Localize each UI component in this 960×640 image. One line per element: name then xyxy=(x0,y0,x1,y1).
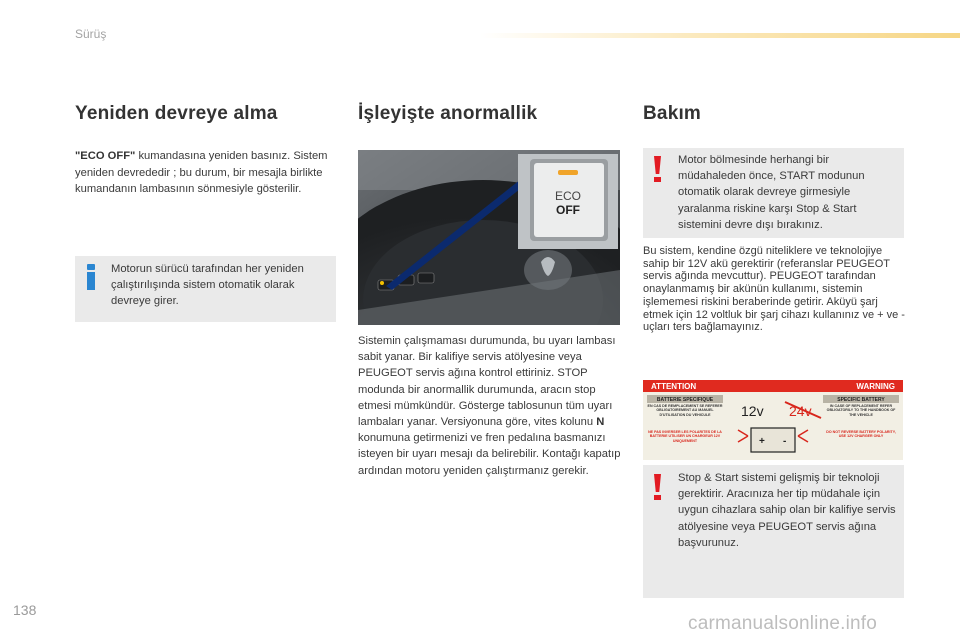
label-en-text: IN CASE OF REPLACEMENT REFER OBLIGATORILY TO THE HANDBOOK OF THE VEHICLE xyxy=(826,404,896,417)
info-icon xyxy=(86,264,96,290)
header-gradient-bar xyxy=(480,33,960,38)
eco-off-bold: "ECO OFF" xyxy=(75,150,136,162)
label-warning: WARNING xyxy=(856,382,895,391)
eco-button-line2: OFF xyxy=(556,203,580,217)
label-fr-title: BATTERIE SPECIFIQUE xyxy=(656,397,714,403)
dashboard-photo xyxy=(358,150,620,325)
heading-restart: Yeniden devreye alma xyxy=(75,103,278,124)
malfunction-text-1: Sistemin çalışmaması durumunda, bu uyarı lambası sabit yanar. Bir kalifiye servis atölyesine veya PEUGEOT servis ağına kontrol ettiriniz. STOP modunda bir anormallik durumunda, aracın stop etmesi mümkündür. Gösterge tablosunun tüm uyarı lambaları yanar. Versiyonuna göre, vites kolunu xyxy=(358,335,616,429)
label-24v: 24v xyxy=(789,403,812,419)
battery-warning-label xyxy=(643,380,903,460)
info-box xyxy=(75,256,336,322)
warning-box-1-text: Motor bölmesinde herhangi bir müdahaleden önce, START modunun otomatik olarak devreye girmesiyle yaralanma riskine karşı Stop & Start sistemini devre dışı bırakınız. xyxy=(678,154,865,231)
label-attention: ATTENTION xyxy=(651,382,697,391)
malfunction-paragraph xyxy=(358,333,623,479)
warning-icon xyxy=(652,474,664,500)
label-fr-text: EN CAS DE REMPLACEMENT SE REFERER OBLIGATOIREMENT AU MANUEL D'UTILISATION DU VEHICULE xyxy=(647,404,723,417)
label-12v: 12v xyxy=(741,403,764,419)
malfunction-text-2: konumuna getirmenizi ve fren pedalına basmanızı isteyen bir uyarı mesajı da belirebilir. Kontağı kapatıp ardından motoru yeniden çalıştırmanız gerekir. xyxy=(358,432,621,477)
svg-text:-: - xyxy=(783,436,787,447)
warning-box-1 xyxy=(643,148,904,238)
gear-n-bold: N xyxy=(596,416,605,429)
svg-text:+: + xyxy=(759,436,765,447)
info-box-text: Motorun sürücü tarafından her yeniden çalıştırılışında sistem otomatik olarak devreye girer. xyxy=(111,263,304,308)
warning-box-2 xyxy=(643,465,904,598)
section-label: Sürüş xyxy=(75,27,107,41)
restart-paragraph xyxy=(75,148,337,198)
label-en-red: DO NOT REVERSE BATTERY POLARITY, USE 12V CHARGER ONLY xyxy=(826,430,896,439)
restart-paragraph-text: kumandasına yeniden basınız. Sistem yeniden devrededir ; bu durum, bir mesajla birlikte kumandanın lambasının sönmesiyle gösterilir. xyxy=(75,150,328,195)
warning-box-2-text: Stop & Start sistemi gelişmiş bir teknoloji gerektirir. Aracınıza her tip müdahale için uygun cihazlara sahip olan bir kalifiye servis atölyesine veya PEUGEOT servis ağına başvurunuz. xyxy=(678,472,896,549)
maintenance-paragraph: Bu sistem, kendine özgü niteliklere ve teknolojiye sahip bir 12V akü gerektirir (referanslar PEUGEOT servis ağında mevcuttur). PEUGEOT tarafından onaylanmamış bir akünün kullanımı, sistemin işlememesi riskini beraberinde getirir. Aküyü şarj etmek için 12 voltluk bir şarj cihazı kullanınız ve + ve - uçları ters bağlamayınız. xyxy=(643,245,905,334)
page-number: 138 xyxy=(13,602,37,618)
label-fr-red: NE PAS INVERSER LES POLARITES DE LA BATTERIE UTILISER UN CHARGEUR 12V UNIQUEMENT xyxy=(648,430,722,443)
eco-button-line1: ECO xyxy=(554,189,582,203)
watermark: carmanualsonline.info xyxy=(688,613,878,634)
heading-malfunction: İşleyişte anormallik xyxy=(358,103,538,124)
warning-icon xyxy=(652,156,664,182)
heading-maintenance: Bakım xyxy=(643,103,702,124)
label-en-title: SPECIFIC BATTERY xyxy=(837,397,885,403)
